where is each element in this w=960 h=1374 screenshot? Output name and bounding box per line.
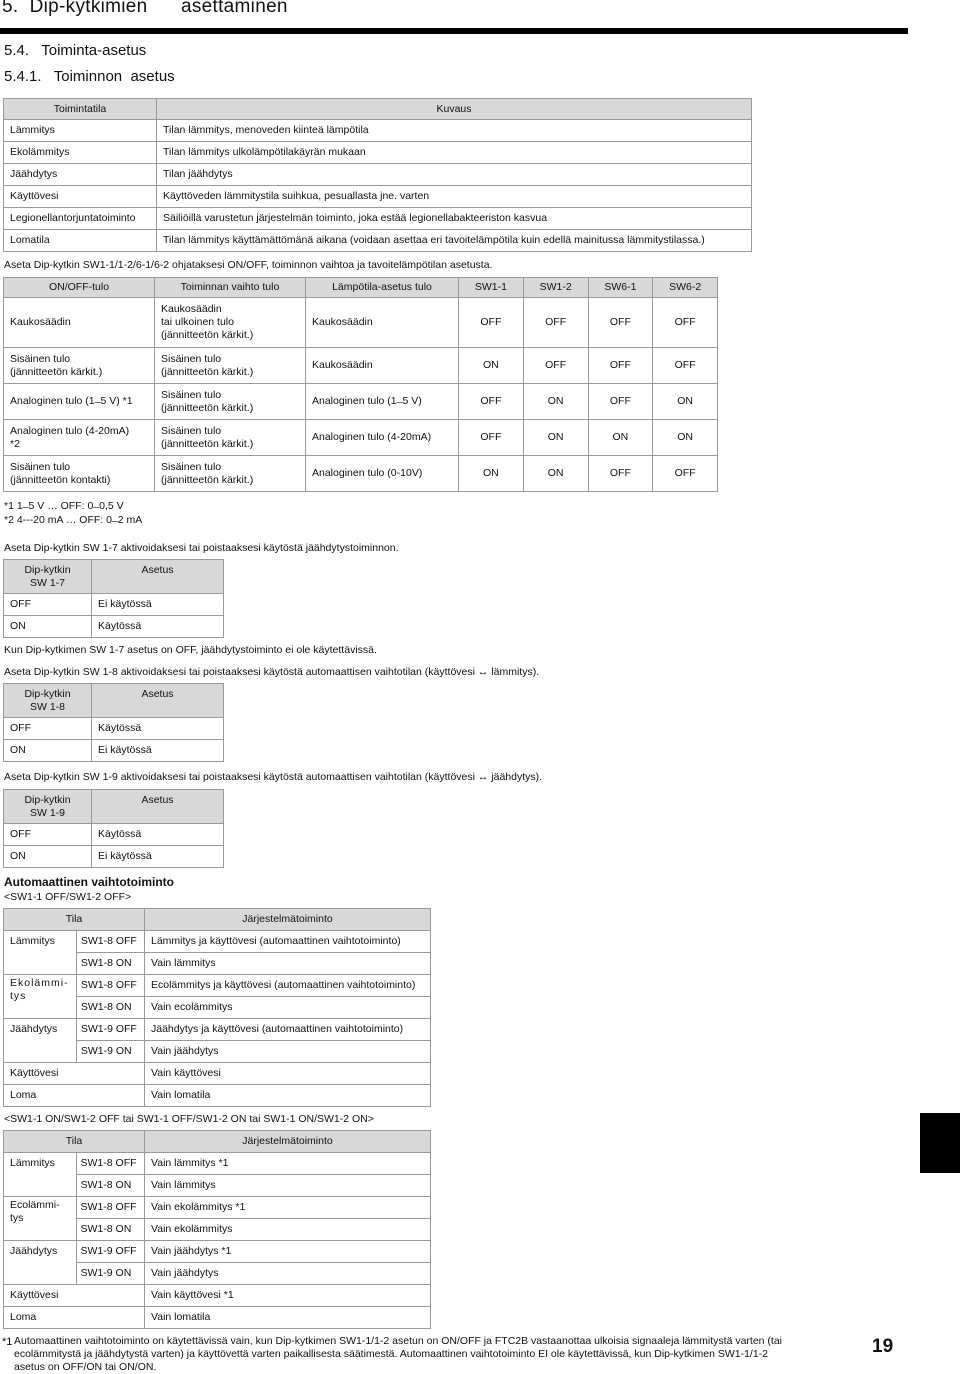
cell-line: (jännitteetön kärkit.) bbox=[161, 473, 254, 486]
function-cell: Jäähdytys ja käyttövesi (automaattinen vaihtotoiminto) bbox=[145, 1019, 431, 1041]
cell-line: Sisäinen tulo bbox=[161, 460, 222, 473]
table-row bbox=[4, 1063, 431, 1085]
onoff-cell bbox=[4, 348, 155, 384]
onoff-cell bbox=[4, 456, 155, 492]
description-cell: Käyttöveden lämmitystila suihkua, pesuallasta jne. varten bbox=[157, 186, 752, 208]
header-rule bbox=[0, 28, 908, 34]
header-line: Dip-kytkin bbox=[24, 563, 71, 576]
table-row bbox=[4, 594, 224, 616]
footnote-mark: *1 bbox=[2, 1336, 13, 1348]
note-2: *2 4---20 mA … OFF: 0 ̶ 2 mA bbox=[4, 514, 143, 526]
table-row bbox=[4, 1153, 431, 1175]
table-row bbox=[4, 718, 224, 740]
setting-cell: Ei käytössä bbox=[92, 846, 224, 868]
function-cell: Lämmitys ja käyttövesi (automaattinen vaihtotoiminto) bbox=[145, 931, 431, 953]
mode-switch-cell bbox=[155, 420, 306, 456]
temp-setting-cell: Kaukosäädin bbox=[306, 348, 459, 384]
setting-cell: Ei käytössä bbox=[92, 594, 224, 616]
mode-cell: Jäähdytys bbox=[4, 1241, 77, 1285]
switch-cell: SW1-9 OFF bbox=[76, 1241, 144, 1263]
cell-line: (jännitteetön kärkit.) bbox=[161, 329, 254, 341]
switch-state-cell: ON bbox=[4, 616, 92, 638]
cell-line: Kaukosäädin bbox=[161, 303, 222, 315]
mode-line: tys bbox=[10, 1212, 24, 1224]
auto-switch-condition-2: <SW1-1 ON/SW1-2 OFF tai SW1-1 OFF/SW1-2 ON tai SW1-1 ON/SW1-2 ON> bbox=[4, 1113, 374, 1125]
function-cell: Ecolämmitys ja käyttövesi (automaattinen vaihtotoiminto) bbox=[145, 975, 431, 997]
switch-state-cell: OFF bbox=[4, 824, 92, 846]
switch-cell: ON bbox=[523, 420, 588, 456]
table-row bbox=[4, 142, 752, 164]
paragraph-sw1-8: Aseta Dip-kytkin SW 1-8 aktivoidaksesi tai poistaaksesi käytöstä automaattisen vaihtotilan (käyttövesi ↔ lämmitys). bbox=[4, 666, 540, 678]
table-row bbox=[4, 1241, 431, 1263]
switch-cell: ON bbox=[653, 420, 718, 456]
page-number: 19 bbox=[872, 1336, 894, 1357]
header-line: Dip-kytkin bbox=[24, 793, 71, 806]
switch-cell: SW1-8 ON bbox=[76, 953, 144, 975]
switch-state-cell: ON bbox=[4, 740, 92, 762]
switch-cell: OFF bbox=[588, 298, 653, 348]
dip-switch-header bbox=[4, 560, 92, 594]
switch-cell: ON bbox=[588, 420, 653, 456]
description-header: Kuvaus bbox=[157, 99, 752, 120]
mode-line: Ekolämmi- bbox=[10, 977, 69, 989]
description-cell: Tilan lämmitys käyttämättömänä aikana (voidaan asettaa eri tavoitelämpötila kuin edellä mainitussa lämmitystilassa.) bbox=[157, 230, 752, 252]
table-row bbox=[4, 1307, 431, 1329]
switch-cell: SW1-8 OFF bbox=[76, 1197, 144, 1219]
table-row bbox=[4, 384, 718, 420]
subsubsection-title: 5.4.1. Toiminnon asetus bbox=[4, 68, 175, 85]
setting-header: Asetus bbox=[92, 560, 224, 594]
switch-cell: SW1-8 ON bbox=[76, 1175, 144, 1197]
switch-cell: SW1-8 OFF bbox=[76, 975, 144, 997]
table-row bbox=[4, 1019, 431, 1041]
switch-cell: OFF bbox=[523, 348, 588, 384]
switch-cell: OFF bbox=[588, 348, 653, 384]
sw1-8-table bbox=[3, 683, 224, 762]
auto-switch-table-1 bbox=[3, 908, 431, 1107]
mode-switch-input-header: Toiminnan vaihto tulo bbox=[155, 278, 306, 298]
sw1-1-header: SW1-1 bbox=[459, 278, 524, 298]
function-cell: Vain jäähdytys *1 bbox=[145, 1241, 431, 1263]
function-cell: Vain lämmitys bbox=[145, 953, 431, 975]
cell-line: Analoginen tulo (1 ̶ 5 V) *1 bbox=[10, 395, 133, 407]
cell-line: Sisäinen tulo bbox=[10, 460, 71, 473]
header-line: SW 1-7 bbox=[29, 576, 65, 589]
paragraph-sw1-9: Aseta Dip-kytkin SW 1-9 aktivoidaksesi tai poistaaksesi käytöstä automaattisen vaihtotilan (käyttövesi ↔ jäähdytys). bbox=[4, 771, 543, 783]
table-row bbox=[4, 298, 718, 348]
table-row bbox=[4, 1285, 431, 1307]
cell-line: (jännitteetön kärkit.) bbox=[10, 365, 103, 378]
cell-line: (jännitteetön kärkit.) bbox=[161, 437, 254, 450]
description-cell: Tilan jäähdytys bbox=[157, 164, 752, 186]
table-row bbox=[4, 208, 752, 230]
switch-cell: OFF bbox=[653, 456, 718, 492]
table-row bbox=[4, 846, 224, 868]
mode-cell: Loma bbox=[4, 1307, 145, 1329]
auto-switch-table-2 bbox=[3, 1130, 431, 1329]
function-cell: Vain ecolämmitys bbox=[145, 997, 431, 1019]
switch-cell: OFF bbox=[588, 456, 653, 492]
mode-switch-cell bbox=[155, 384, 306, 420]
cell-line: Kaukosäädin bbox=[10, 316, 71, 328]
table-row bbox=[4, 420, 718, 456]
table-row bbox=[4, 230, 752, 252]
onoff-cell bbox=[4, 298, 155, 348]
dip-switch-header bbox=[4, 790, 92, 824]
input-switch-table bbox=[3, 277, 718, 492]
mode-cell bbox=[4, 975, 77, 1019]
switch-cell: ON bbox=[523, 456, 588, 492]
cell-line: tai ulkoinen tulo bbox=[161, 316, 234, 328]
switch-cell: ON bbox=[459, 456, 524, 492]
cell-line: (jännitteetön kärkit.) bbox=[161, 365, 254, 378]
onoff-cell bbox=[4, 384, 155, 420]
switch-cell: OFF bbox=[588, 384, 653, 420]
table-row bbox=[4, 186, 752, 208]
header-line: SW 1-8 bbox=[29, 700, 65, 713]
function-cell: Vain lämmitys *1 bbox=[145, 1153, 431, 1175]
dip-switch-header bbox=[4, 684, 92, 718]
cell-line: Analoginen tulo (4-20mA) bbox=[10, 424, 130, 437]
system-function-header: Järjestelmätoiminto bbox=[145, 909, 431, 931]
switch-cell: SW1-9 ON bbox=[76, 1041, 144, 1063]
switch-cell: ON bbox=[653, 384, 718, 420]
paragraph-sw1-7: Aseta Dip-kytkin SW 1-7 aktivoidaksesi tai poistaaksesi käytöstä jäähdytystoiminnon. bbox=[4, 542, 399, 554]
mode-header: Tila bbox=[4, 1131, 145, 1153]
temp-setting-input-header: Lämpötila-asetus tulo bbox=[306, 278, 459, 298]
sw1-7-table bbox=[3, 559, 224, 638]
mode-cell: Lämmitys bbox=[4, 931, 77, 975]
sw1-9-table bbox=[3, 789, 224, 868]
header-line: Dip-kytkin bbox=[24, 687, 71, 700]
temp-setting-cell: Kaukosäädin bbox=[306, 298, 459, 348]
cell-line: (jännitteetön kontakti) bbox=[10, 473, 111, 486]
table-row bbox=[4, 348, 718, 384]
switch-cell: OFF bbox=[459, 384, 524, 420]
switch-state-cell: ON bbox=[4, 846, 92, 868]
function-cell: Vain jäähdytys bbox=[145, 1263, 431, 1285]
mode-line: Ecolämmi- bbox=[10, 1199, 60, 1211]
cell-line: *2 bbox=[10, 437, 20, 450]
setting-header: Asetus bbox=[92, 684, 224, 718]
mode-header: Toimintatila bbox=[4, 99, 157, 120]
table-row bbox=[4, 164, 752, 186]
function-cell: Vain lomatila bbox=[145, 1085, 431, 1107]
mode-line: tys bbox=[10, 990, 27, 1002]
mode-cell: Jäähdytys bbox=[4, 1019, 77, 1063]
switch-cell: OFF bbox=[459, 420, 524, 456]
mode-switch-cell bbox=[155, 348, 306, 384]
footnote-text: Automaattinen vaihtotoiminto on käytettävissä vain, kun Dip-kytkimen SW1-1/1-2 asetun on ON/OFF ja FTC2B vastaanottaa ulkoisia signaaleja lämmitystä varten (tai ecolämmitystä ja jäähdytystä varten) ja käyttövettä varten paikallisesta säätimestä. Automaattinen vaihtotoiminto EI ole käytettävissä, kun Dip-kytkimen SW1-1/1-2 asetus on OFF/ON tai ON/ON. bbox=[14, 1335, 783, 1373]
mode-cell: Ekolämmitys bbox=[4, 142, 157, 164]
mode-cell: Lomatila bbox=[4, 230, 157, 252]
mode-cell: Legionellantorjuntatoiminto bbox=[4, 208, 157, 230]
function-cell: Vain lomatila bbox=[145, 1307, 431, 1329]
mode-cell bbox=[4, 1197, 77, 1241]
table-row bbox=[4, 456, 718, 492]
mode-cell: Jäähdytys bbox=[4, 164, 157, 186]
onoff-cell bbox=[4, 420, 155, 456]
setting-cell: Käytössä bbox=[92, 824, 224, 846]
mode-header: Tila bbox=[4, 909, 145, 931]
description-cell: Säiliöillä varustetun järjestelmän toiminto, joka estää legionellabakteeriston kasvua bbox=[157, 208, 752, 230]
table-row bbox=[4, 1085, 431, 1107]
cell-line: Sisäinen tulo bbox=[161, 388, 222, 401]
sw6-2-header: SW6-2 bbox=[653, 278, 718, 298]
temp-setting-cell: Analoginen tulo (1 ̶ 5 V) bbox=[306, 384, 459, 420]
cell-line: Sisäinen tulo bbox=[10, 352, 71, 365]
table-row bbox=[4, 740, 224, 762]
switch-cell: OFF bbox=[459, 298, 524, 348]
switch-cell: ON bbox=[523, 384, 588, 420]
section-title: 5. Dip-kytkimien asettaminen bbox=[2, 0, 288, 17]
function-cell: Vain ekolämmitys *1 bbox=[145, 1197, 431, 1219]
function-cell: Vain käyttövesi bbox=[145, 1063, 431, 1085]
mode-cell: Käyttövesi bbox=[4, 1285, 145, 1307]
function-cell: Vain jäähdytys bbox=[145, 1041, 431, 1063]
function-cell: Vain käyttövesi *1 bbox=[145, 1285, 431, 1307]
switch-cell: OFF bbox=[523, 298, 588, 348]
switch-cell: ON bbox=[459, 348, 524, 384]
function-cell: Vain ekolämmitys bbox=[145, 1219, 431, 1241]
sw6-1-header: SW6-1 bbox=[588, 278, 653, 298]
switch-cell: SW1-9 OFF bbox=[76, 1019, 144, 1041]
switch-cell: SW1-9 ON bbox=[76, 1263, 144, 1285]
onoff-input-header: ON/OFF-tulo bbox=[4, 278, 155, 298]
mode-cell: Lämmitys bbox=[4, 120, 157, 142]
mode-table bbox=[3, 98, 752, 252]
setting-cell: Käytössä bbox=[92, 616, 224, 638]
table-row bbox=[4, 616, 224, 638]
switch-cell: OFF bbox=[653, 348, 718, 384]
description-cell: Tilan lämmitys ulkolämpötilakäyrän mukaan bbox=[157, 142, 752, 164]
switch-cell: SW1-8 OFF bbox=[76, 1153, 144, 1175]
setting-cell: Käytössä bbox=[92, 718, 224, 740]
cell-line: Sisäinen tulo bbox=[161, 352, 222, 365]
temp-setting-cell: Analoginen tulo (0-10V) bbox=[306, 456, 459, 492]
setting-cell: Ei käytössä bbox=[92, 740, 224, 762]
note-1: *1 1 ̶ 5 V … OFF: 0 ̶ 0,5 V bbox=[4, 500, 124, 512]
function-cell: Vain lämmitys bbox=[145, 1175, 431, 1197]
section-tab-marker bbox=[920, 1113, 960, 1173]
setting-header: Asetus bbox=[92, 790, 224, 824]
table-row bbox=[4, 1197, 431, 1219]
table-row bbox=[4, 120, 752, 142]
switch-cell: SW1-8 ON bbox=[76, 997, 144, 1019]
table-row bbox=[4, 931, 431, 953]
subsection-title: 5.4. Toiminta-asetus bbox=[4, 42, 147, 59]
mode-switch-cell bbox=[155, 456, 306, 492]
mode-switch-cell bbox=[155, 298, 306, 348]
switch-state-cell: OFF bbox=[4, 718, 92, 740]
auto-switch-condition-1: <SW1-1 OFF/SW1-2 OFF> bbox=[4, 891, 132, 903]
switch-cell: OFF bbox=[653, 298, 718, 348]
table-row bbox=[4, 824, 224, 846]
mode-cell: Lämmitys bbox=[4, 1153, 77, 1197]
auto-switch-title: Automaattinen vaihtotoiminto bbox=[4, 875, 174, 889]
table-row bbox=[4, 975, 431, 997]
mode-cell: Käyttövesi bbox=[4, 1063, 145, 1085]
paragraph-sw1-6: Aseta Dip-kytkin SW1-1/1-2/6-1/6-2 ohjataksesi ON/OFF, toiminnon vaihtoa ja tavoitelämpötilan asetusta. bbox=[4, 259, 493, 271]
system-function-header: Järjestelmätoiminto bbox=[145, 1131, 431, 1153]
switch-cell: SW1-8 OFF bbox=[76, 931, 144, 953]
description-cell: Tilan lämmitys, menoveden kiinteä lämpötila bbox=[157, 120, 752, 142]
temp-setting-cell: Analoginen tulo (4-20mA) bbox=[306, 420, 459, 456]
paragraph-sw1-7-note: Kun Dip-kytkimen SW 1-7 asetus on OFF, jäähdytystoiminto ei ole käytettävissä. bbox=[4, 644, 377, 656]
mode-cell: Loma bbox=[4, 1085, 145, 1107]
cell-line: (jännitteetön kärkit.) bbox=[161, 401, 254, 414]
header-line: SW 1-9 bbox=[29, 806, 65, 819]
mode-cell: Käyttövesi bbox=[4, 186, 157, 208]
switch-cell: SW1-8 ON bbox=[76, 1219, 144, 1241]
sw1-2-header: SW1-2 bbox=[523, 278, 588, 298]
switch-state-cell: OFF bbox=[4, 594, 92, 616]
cell-line: Sisäinen tulo bbox=[161, 424, 222, 437]
